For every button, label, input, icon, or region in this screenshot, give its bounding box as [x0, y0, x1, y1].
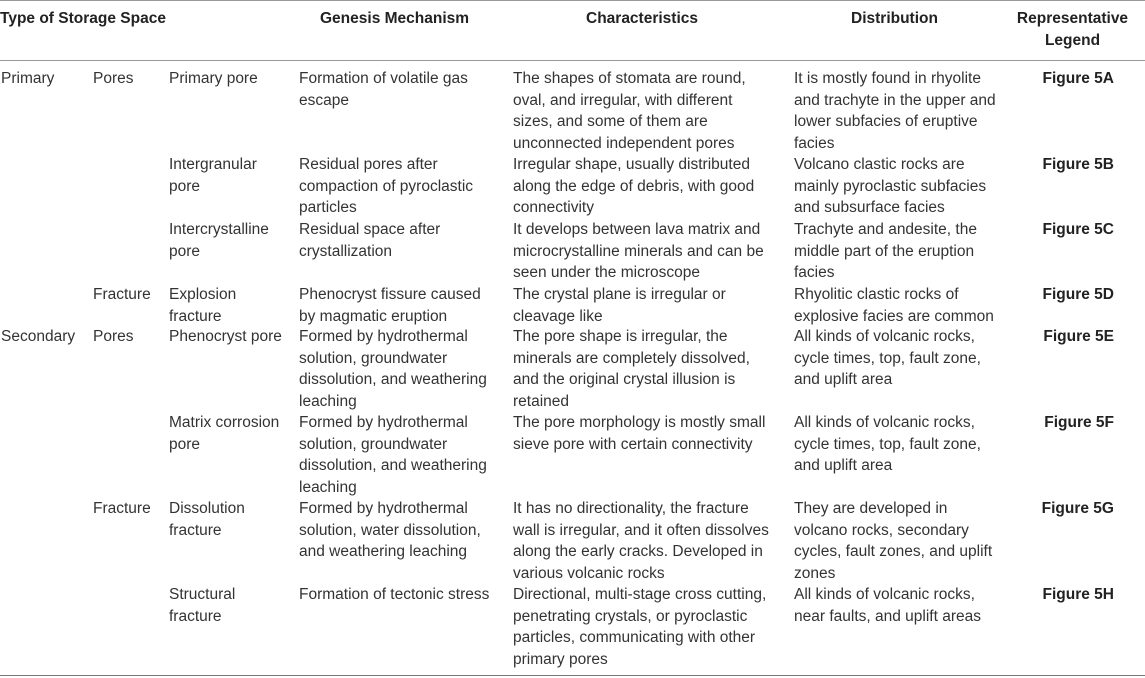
- table-top-rule: [0, 0, 1145, 1]
- table-cell-name: Primary pore: [169, 70, 258, 87]
- figure-reference: Figure 5F: [1044, 414, 1114, 431]
- table-cell-genesis: Phenocryst fissure caused by magmatic eruption: [299, 286, 481, 325]
- table-cell-name: Dissolution fracture: [169, 500, 245, 539]
- table-cell-genesis: Formation of tectonic stress: [299, 586, 490, 603]
- table-cell-subtype: Fracture: [93, 286, 151, 303]
- table-cell-distribution: All kinds of volcanic rocks, cycle times, top, fault zone, and uplift area: [794, 328, 981, 388]
- header-representative-legend: Representative Legend: [1016, 10, 1129, 49]
- table-cell-characteristics: The pore morphology is mostly small sieve pore with certain connectivity: [513, 414, 766, 453]
- header-rule: [0, 60, 1145, 61]
- table-cell-distribution: Trachyte and andesite, the middle part of the eruption facies: [794, 221, 977, 281]
- figure-reference: Figure 5H: [1042, 586, 1114, 603]
- header-genesis-mechanism: Genesis Mechanism: [320, 10, 470, 27]
- figure-reference: Figure 5G: [1041, 500, 1114, 517]
- figure-reference: Figure 5C: [1042, 221, 1114, 238]
- table-cell-subtype: Pores: [93, 70, 134, 87]
- table-cell-genesis: Residual pores after compaction of pyroclastic particles: [299, 156, 474, 216]
- table-cell-subtype: Pores: [93, 328, 134, 345]
- table-cell-name: Matrix corrosion pore: [169, 414, 280, 453]
- table-cell-name: Structural fracture: [169, 586, 236, 625]
- table-cell-distribution: All kinds of volcanic rocks, near faults, and uplift areas: [794, 586, 981, 625]
- header-distribution: Distribution: [851, 10, 938, 27]
- table-cell-genesis: Residual space after crystallization: [299, 221, 441, 260]
- table-cell-group: Primary: [1, 70, 55, 87]
- table-cell-characteristics: It has no directionality, the fracture wall is irregular, and it often dissolves along the early cracks. Developed in various volcanic rocks: [513, 500, 769, 582]
- table-cell-genesis: Formed by hydrothermal solution, groundwater dissolution, and weathering leaching: [299, 328, 487, 410]
- table-cell-characteristics: Irregular shape, usually distributed along the edge of debris, with good connectivity: [513, 156, 755, 216]
- table-cell-distribution: Rhyolitic clastic rocks of explosive facies are common: [794, 286, 994, 325]
- table-cell-subtype: Fracture: [93, 500, 151, 517]
- table-cell-characteristics: The pore shape is irregular, the minerals are completely dissolved, and the original crystal illusion is retained: [513, 328, 750, 410]
- table-cell-characteristics: Directional, multi-stage cross cutting, penetrating crystals, or pyroclastic particles, communicating with other primary pores: [513, 586, 767, 668]
- table-cell-characteristics: The crystal plane is irregular or cleavage like: [513, 286, 726, 325]
- table-cell-name: Phenocryst pore: [169, 328, 282, 345]
- table-cell-group: Secondary: [1, 328, 76, 345]
- table-cell-name: Intergranular pore: [169, 156, 257, 195]
- header-characteristics: Characteristics: [586, 10, 699, 27]
- table-cell-distribution: It is mostly found in rhyolite and trachyte in the upper and lower subfacies of eruptive facies: [794, 70, 996, 152]
- figure-reference: Figure 5A: [1042, 70, 1114, 87]
- figure-reference: Figure 5D: [1042, 286, 1114, 303]
- table-cell-genesis: Formation of volatile gas escape: [299, 70, 468, 109]
- table-cell-name: Intercrystalline pore: [169, 221, 269, 260]
- table-cell-characteristics: The shapes of stomata are round, oval, and irregular, with different sizes, and some of them are unconnected independent pores: [513, 70, 746, 152]
- table-cell-genesis: Formed by hydrothermal solution, water dissolution, and weathering leaching: [299, 500, 481, 560]
- table-cell-characteristics: It develops between lava matrix and microcrystalline minerals and can be seen under the microscope: [513, 221, 764, 281]
- figure-reference: Figure 5E: [1043, 328, 1114, 345]
- table-cell-genesis: Formed by hydrothermal solution, groundwater dissolution, and weathering leaching: [299, 414, 487, 496]
- table-cell-distribution: All kinds of volcanic rocks, cycle times, top, fault zone, and uplift area: [794, 414, 981, 474]
- table-cell-distribution: They are developed in volcano rocks, secondary cycles, fault zones, and uplift zones: [794, 500, 993, 582]
- figure-reference: Figure 5B: [1042, 156, 1114, 173]
- header-type-of-storage-space: Type of Storage Space: [0, 10, 166, 27]
- table-bottom-rule: [0, 675, 1145, 676]
- table-cell-name: Explosion fracture: [169, 286, 237, 325]
- table-cell-distribution: Volcano clastic rocks are mainly pyroclastic subfacies and subsurface facies: [794, 156, 987, 216]
